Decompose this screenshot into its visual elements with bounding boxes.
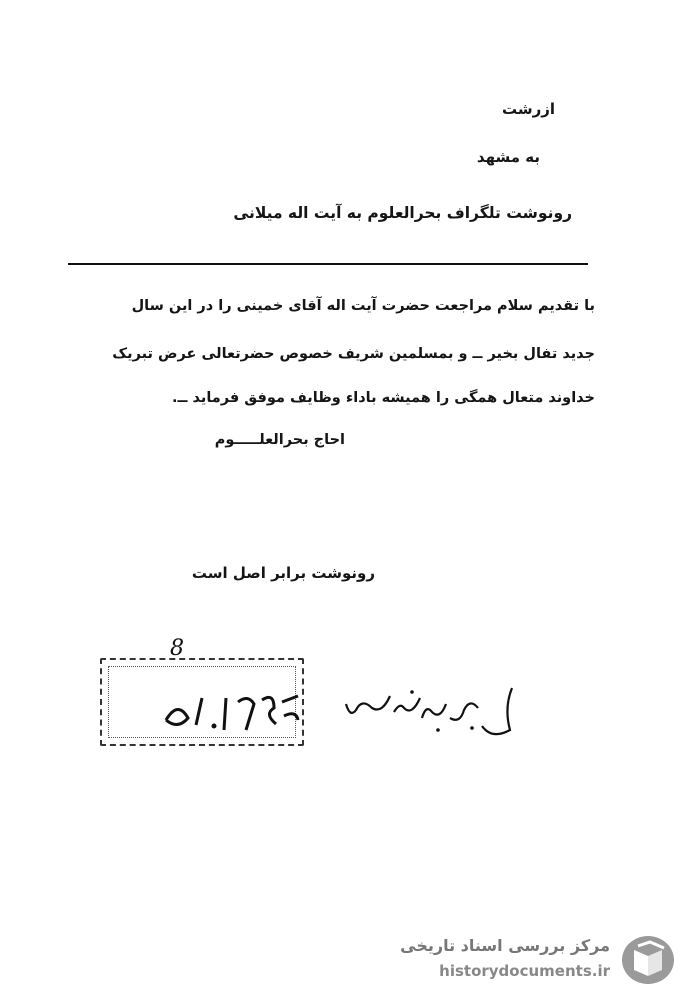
body-line-1: با تقدیم سلام مراجعت حضرت آیت اله آقای خمینی را در این سال — [131, 298, 595, 314]
body-line-3: خداوند متعال همگی را همیشه باداء وظایف موفق فرماید ــ. — [172, 390, 595, 406]
stamp-top-number: 8 — [170, 636, 184, 661]
subject-line: رونوشت تلگراف بحرالعلوم به آیت اله میلانی — [233, 204, 572, 222]
handwritten-note — [342, 668, 522, 758]
stamp-number — [158, 680, 308, 750]
stamp-number-drawing — [158, 680, 308, 740]
recipient-line: به مشهد — [476, 148, 540, 166]
watermark-url: historydocuments.ir — [439, 962, 610, 980]
watermark-title: مرکز بررسی اسناد تاریخی — [400, 936, 610, 955]
watermark-logo — [396, 930, 686, 990]
book-logo-icon — [620, 934, 676, 986]
sender-line: ازرشت — [501, 100, 555, 118]
signature-line: احاج بحرالعلـــــوم — [214, 432, 345, 448]
divider-rule — [68, 263, 588, 265]
certification-line: رونوشت برابر اصل است — [191, 564, 375, 582]
body-line-2: جدید تفال بخیر ــ و بمسلمین شریف خصوص حضرتعالی عرض تبریک — [112, 346, 595, 362]
